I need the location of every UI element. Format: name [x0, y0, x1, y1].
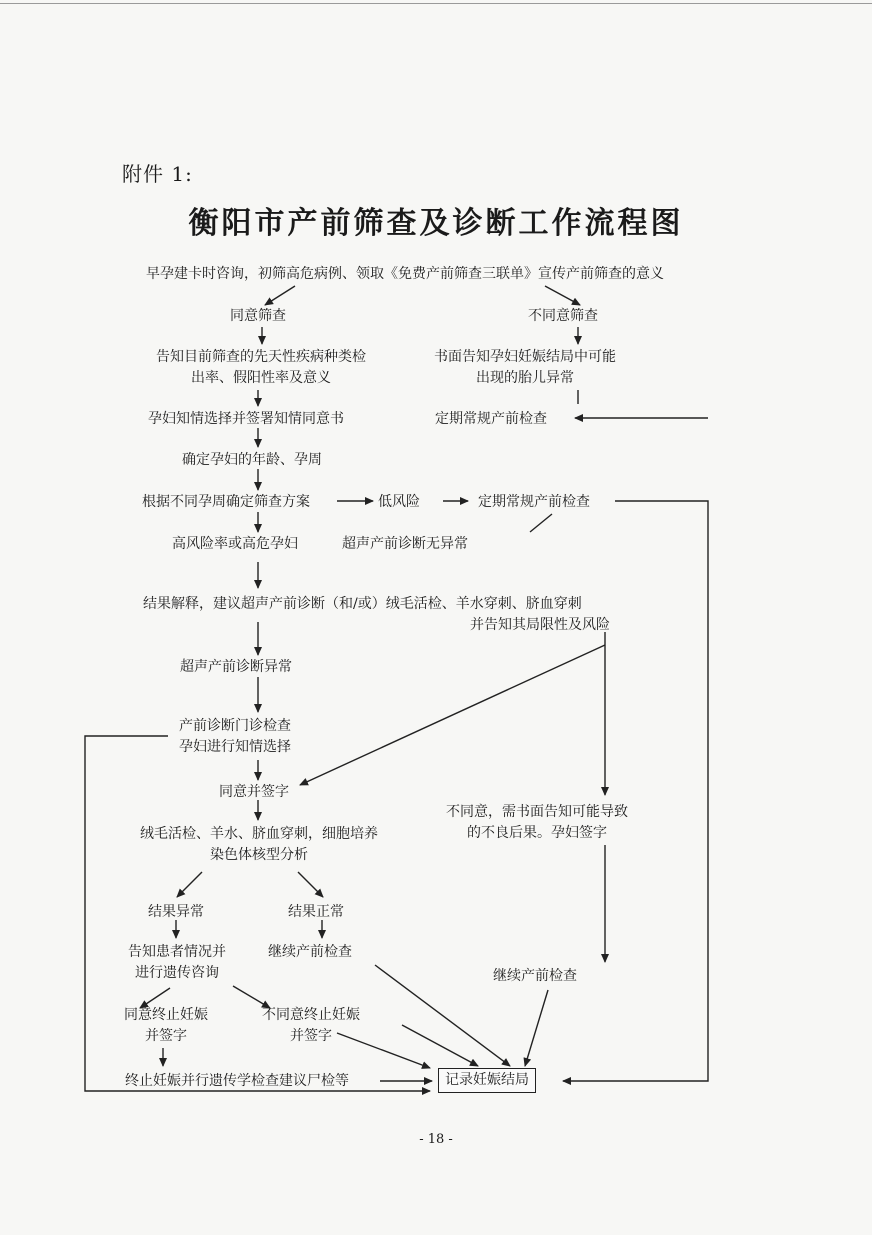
node-clinic-exam-line1: 产前诊断门诊检查: [179, 718, 291, 734]
node-agree-screening: 同意筛查: [230, 308, 286, 324]
node-explain-results: 结果解释，建议超声产前诊断（和/或）绒毛活检、羊水穿刺、脐血穿刺: [143, 596, 582, 612]
arrow-tests-to-normal: [298, 872, 323, 897]
arrow-explain-to-agree-sign: [300, 645, 605, 785]
node-disagree-notice-line1: 不同意，需书面告知可能导致: [446, 804, 628, 820]
node-regular-check-mid: 定期常规产前检查: [478, 494, 590, 510]
node-disagree-screening: 不同意筛查: [528, 308, 598, 324]
node-inform-patient: [110, 942, 244, 984]
arrow-start-to-disagree: [545, 286, 580, 305]
node-high-risk: 高风险率或高危孕妇: [172, 536, 298, 552]
node-tests-line2: 染色体核型分析: [210, 847, 308, 863]
node-continue-check-right: 继续产前检查: [493, 968, 577, 984]
node-start: 早孕建卡时咨询，初筛高危病例、领取《免费产前筛查三联单》宣传产前筛查的意义: [146, 266, 664, 282]
connector-us-normal-up: [530, 514, 552, 532]
node-continue-check-mid: 继续产前检查: [268, 944, 352, 960]
node-disagree-terminate: [246, 1005, 376, 1047]
node-determine-plan: 根据不同孕周确定筛查方案: [142, 494, 310, 510]
page-number: - 18 -: [419, 1132, 453, 1147]
arrow-tests-to-abnormal: [177, 872, 202, 897]
node-explain-limits: 并告知其局限性及风险: [470, 617, 610, 633]
node-disagree-terminate-line2: 并签字: [290, 1028, 332, 1044]
node-confirm-age: 确定孕妇的年龄、孕周: [182, 452, 322, 468]
node-ultrasound-abnormal: 超声产前诊断异常: [180, 659, 292, 675]
node-written-notice: [410, 347, 640, 389]
node-written-notice-line1: 书面告知孕妇妊娠结局中可能: [434, 349, 616, 365]
arrow-mid-to-record: [402, 1025, 478, 1066]
arrow-start-to-agree: [265, 286, 295, 305]
node-inform-rates: [116, 347, 406, 389]
node-low-risk: 低风险: [378, 494, 420, 510]
node-agree-terminate-line1: 同意终止妊娠: [124, 1007, 208, 1023]
node-disagree-terminate-line1: 不同意终止妊娠: [262, 1007, 360, 1023]
node-tests: [118, 824, 400, 866]
arrow-continue-to-record: [375, 965, 510, 1066]
node-disagree-notice: [428, 802, 646, 844]
node-clinic-exam-line2: 孕妇进行知情选择: [179, 739, 291, 755]
arrow-continue-right-to-record: [525, 990, 548, 1066]
attachment-label: 附件 1:: [122, 162, 193, 186]
node-disagree-notice-line2: 的不良后果。孕妇签字: [467, 825, 607, 841]
node-clinic-exam: [160, 716, 310, 758]
node-agree-sign: 同意并签字: [219, 784, 289, 800]
node-agree-terminate: [110, 1005, 222, 1047]
node-written-notice-line2: 出现的胎儿异常: [476, 370, 574, 386]
node-inform-rates-line1: 告知目前筛查的先天性疾病种类检: [156, 349, 366, 365]
node-regular-check-right: 定期常规产前检查: [435, 411, 547, 427]
node-agree-terminate-line2: 并签字: [145, 1028, 187, 1044]
page-title: 衡阳市产前筛查及诊断工作流程图: [188, 206, 684, 241]
node-tests-line1: 绒毛活检、羊水、脐血穿刺，细胞培养: [140, 826, 378, 842]
node-terminate-tests: 终止妊娠并行遗传学检查建议尸检等: [125, 1073, 349, 1089]
node-result-normal: 结果正常: [288, 904, 344, 920]
node-inform-patient-line1: 告知患者情况并: [128, 944, 226, 960]
node-sign-consent: 孕妇知情选择并签署知情同意书: [148, 411, 344, 427]
node-result-abnormal: 结果异常: [148, 904, 204, 920]
loop-right-outer: [563, 501, 708, 1081]
node-inform-patient-line2: 进行遗传咨询: [135, 965, 219, 981]
node-inform-rates-line2: 出率、假阳性率及意义: [191, 370, 331, 386]
node-ultrasound-normal: 超声产前诊断无异常: [342, 536, 468, 552]
node-record-outcome: 记录妊娠结局: [438, 1068, 536, 1093]
